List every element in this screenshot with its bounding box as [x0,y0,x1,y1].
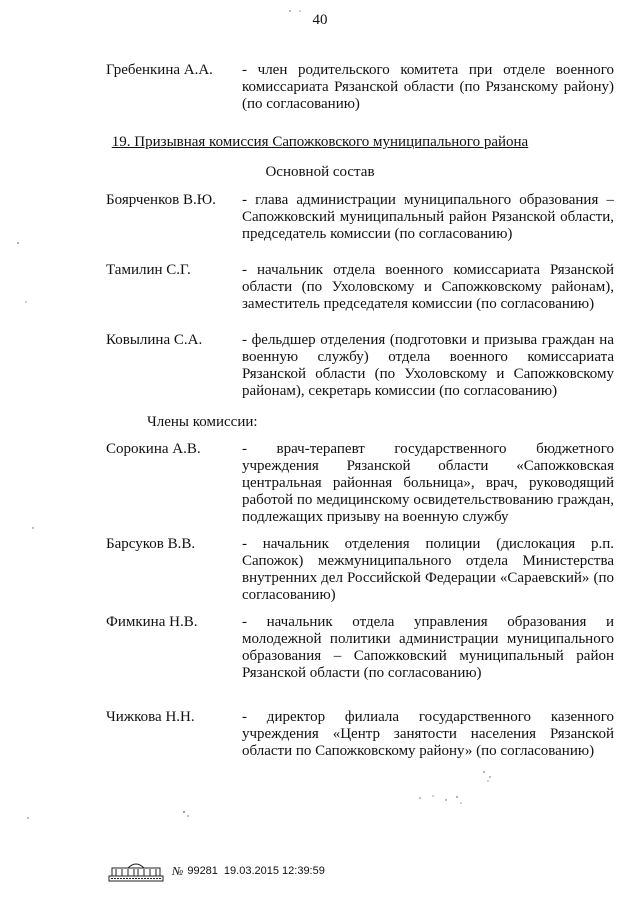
person-role: - начальник отдела военного комиссариата Рязанской области (по Ухоловскому и Сапожковскому районам), заместитель председателя комиссии (по согласованию) [242,262,614,312]
person-name: Фимкина Н.В. [106,614,198,630]
person-name: Тамилин С.Г. [106,262,191,278]
doc-timestamp: 19.03.2015 12:39:59 [223,864,325,877]
person-role: - фельдшер отделения (подготовки и призыва граждан на военную службу) отдела военного комиссариата Рязанской области (по Ухоловскому и Сапожковскому районам), секретарь комиссии (по согласованию) [242,332,614,399]
page-number: 40 [312,12,328,28]
person-name: Сорокина А.В. [106,441,201,457]
person-name: Барсуков В.В. [106,536,196,552]
section-title: 19. Призывная комиссия Сапожковского муниципального района [111,134,529,150]
person-role: - директор филиала государственного казенного учреждения «Центр занятости населения Рязанской области по Сапожковскому району» (по согласованию) [242,709,614,759]
person-name: Ковылина С.А. [106,332,203,348]
main-composition-label: Основной состав [265,164,375,180]
person-role: - начальник отдела управления образования и молодежной политики администрации муниципального образования – Сапожковский муниципальный район Рязанской области (по согласованию) [242,614,614,681]
footer [108,860,325,882]
person-role: - глава администрации муниципального образования – Сапожковский муниципальный район Рязанской области, председатель комиссии (по согласованию) [242,192,614,242]
person-role: - врач-терапевт государственного бюджетного учреждения Рязанской области «Сапожковская центральная районная больница», врач, руководящий работой по медицинскому освидетельствованию граждан, подлежащих призыву на военную службу [242,441,614,525]
government-building-icon [108,860,164,882]
members-label: Члены комиссии: [147,414,258,430]
person-name: Гребенкина А.А. [106,62,213,78]
person-role: - начальник отделения полиции (дислокация р.п. Сапожок) межмуниципального отдела Министерства внутренних дел Российской Федерации «Сараевский» (по согласованию) [242,536,614,603]
number-sign: № [172,863,184,878]
doc-id: 99281 [187,864,218,877]
person-name: Чижкова Н.Н. [106,709,195,725]
person-role: - член родительского комитета при отделе военного комиссариата Рязанской области (по Рязанскому району) (по согласованию) [242,62,614,112]
person-name: Боярченков В.Ю. [106,192,216,208]
